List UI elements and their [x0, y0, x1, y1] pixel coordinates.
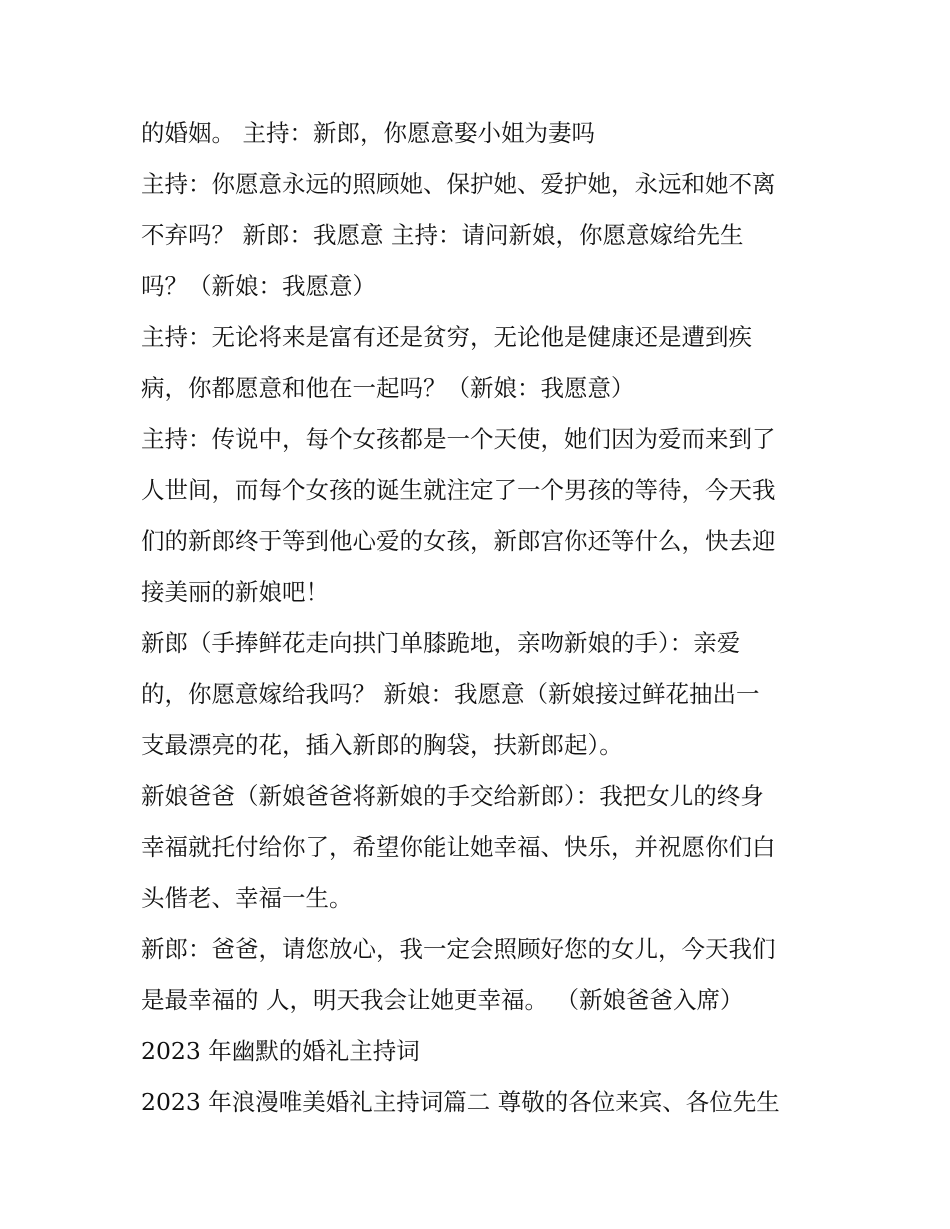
text-line: 的，你愿意嫁给我吗？ 新娘：我愿意（新娘接过鲜花抽出一 — [141, 680, 760, 708]
document-body — [141, 108, 821, 1128]
text-line: 主持：你愿意永远的照顾她、保护她、爱护她，永远和她不离 — [141, 170, 776, 198]
text-line: 病，你都愿意和他在一起吗？（新娘：我愿意） — [141, 374, 635, 402]
text-line: 人世间，而每个女孩的诞生就注定了一个男孩的等待，今天我 — [141, 476, 776, 504]
text-line: 主持：传说中，每个女孩都是一个天使，她们因为爱而来到了 — [141, 425, 776, 453]
text-line: 主持：无论将来是富有还是贫穷，无论他是健康还是遭到疾 — [141, 323, 752, 351]
text-line: 2023 年幽默的婚礼主持词 — [141, 1037, 420, 1065]
text-line: 头偕老、幸福一生。 — [141, 884, 353, 912]
text-line: 接美丽的新娘吧！ — [141, 578, 329, 606]
text-line: 2023 年浪漫唯美婚礼主持词篇二 尊敬的各位来宾、各位先生 — [141, 1088, 780, 1116]
text-line: 的婚姻。 主持：新郎，你愿意娶小姐为妻吗 — [141, 119, 595, 147]
text-line: 支最漂亮的花，插入新郎的胸袋，扶新郎起）。 — [141, 731, 623, 759]
text-line: 吗？（新娘：我愿意） — [141, 272, 376, 300]
text-line: 新娘爸爸（新娘爸爸将新娘的手交给新郎）：我把女儿的终身 — [141, 782, 764, 810]
text-line: 是最幸福的 人，明天我会让她更幸福。 （新娘爸爸入席） — [141, 986, 744, 1014]
text-line: 新郎：爸爸，请您放心，我一定会照顾好您的女儿，今天我们 — [141, 935, 776, 963]
text-line: 幸福就托付给你了，希望你能让她幸福、快乐，并祝愿你们白 — [141, 833, 776, 861]
text-line: 不弃吗？ 新郎：我愿意 主持：请问新娘，你愿意嫁给先生 — [141, 221, 744, 249]
text-line: 们的新郎终于等到他心爱的女孩，新郎宫你还等什么，快去迎 — [141, 527, 776, 555]
text-line: 新郎（手捧鲜花走向拱门单膝跪地，亲吻新娘的手）：亲爱 — [141, 629, 741, 657]
